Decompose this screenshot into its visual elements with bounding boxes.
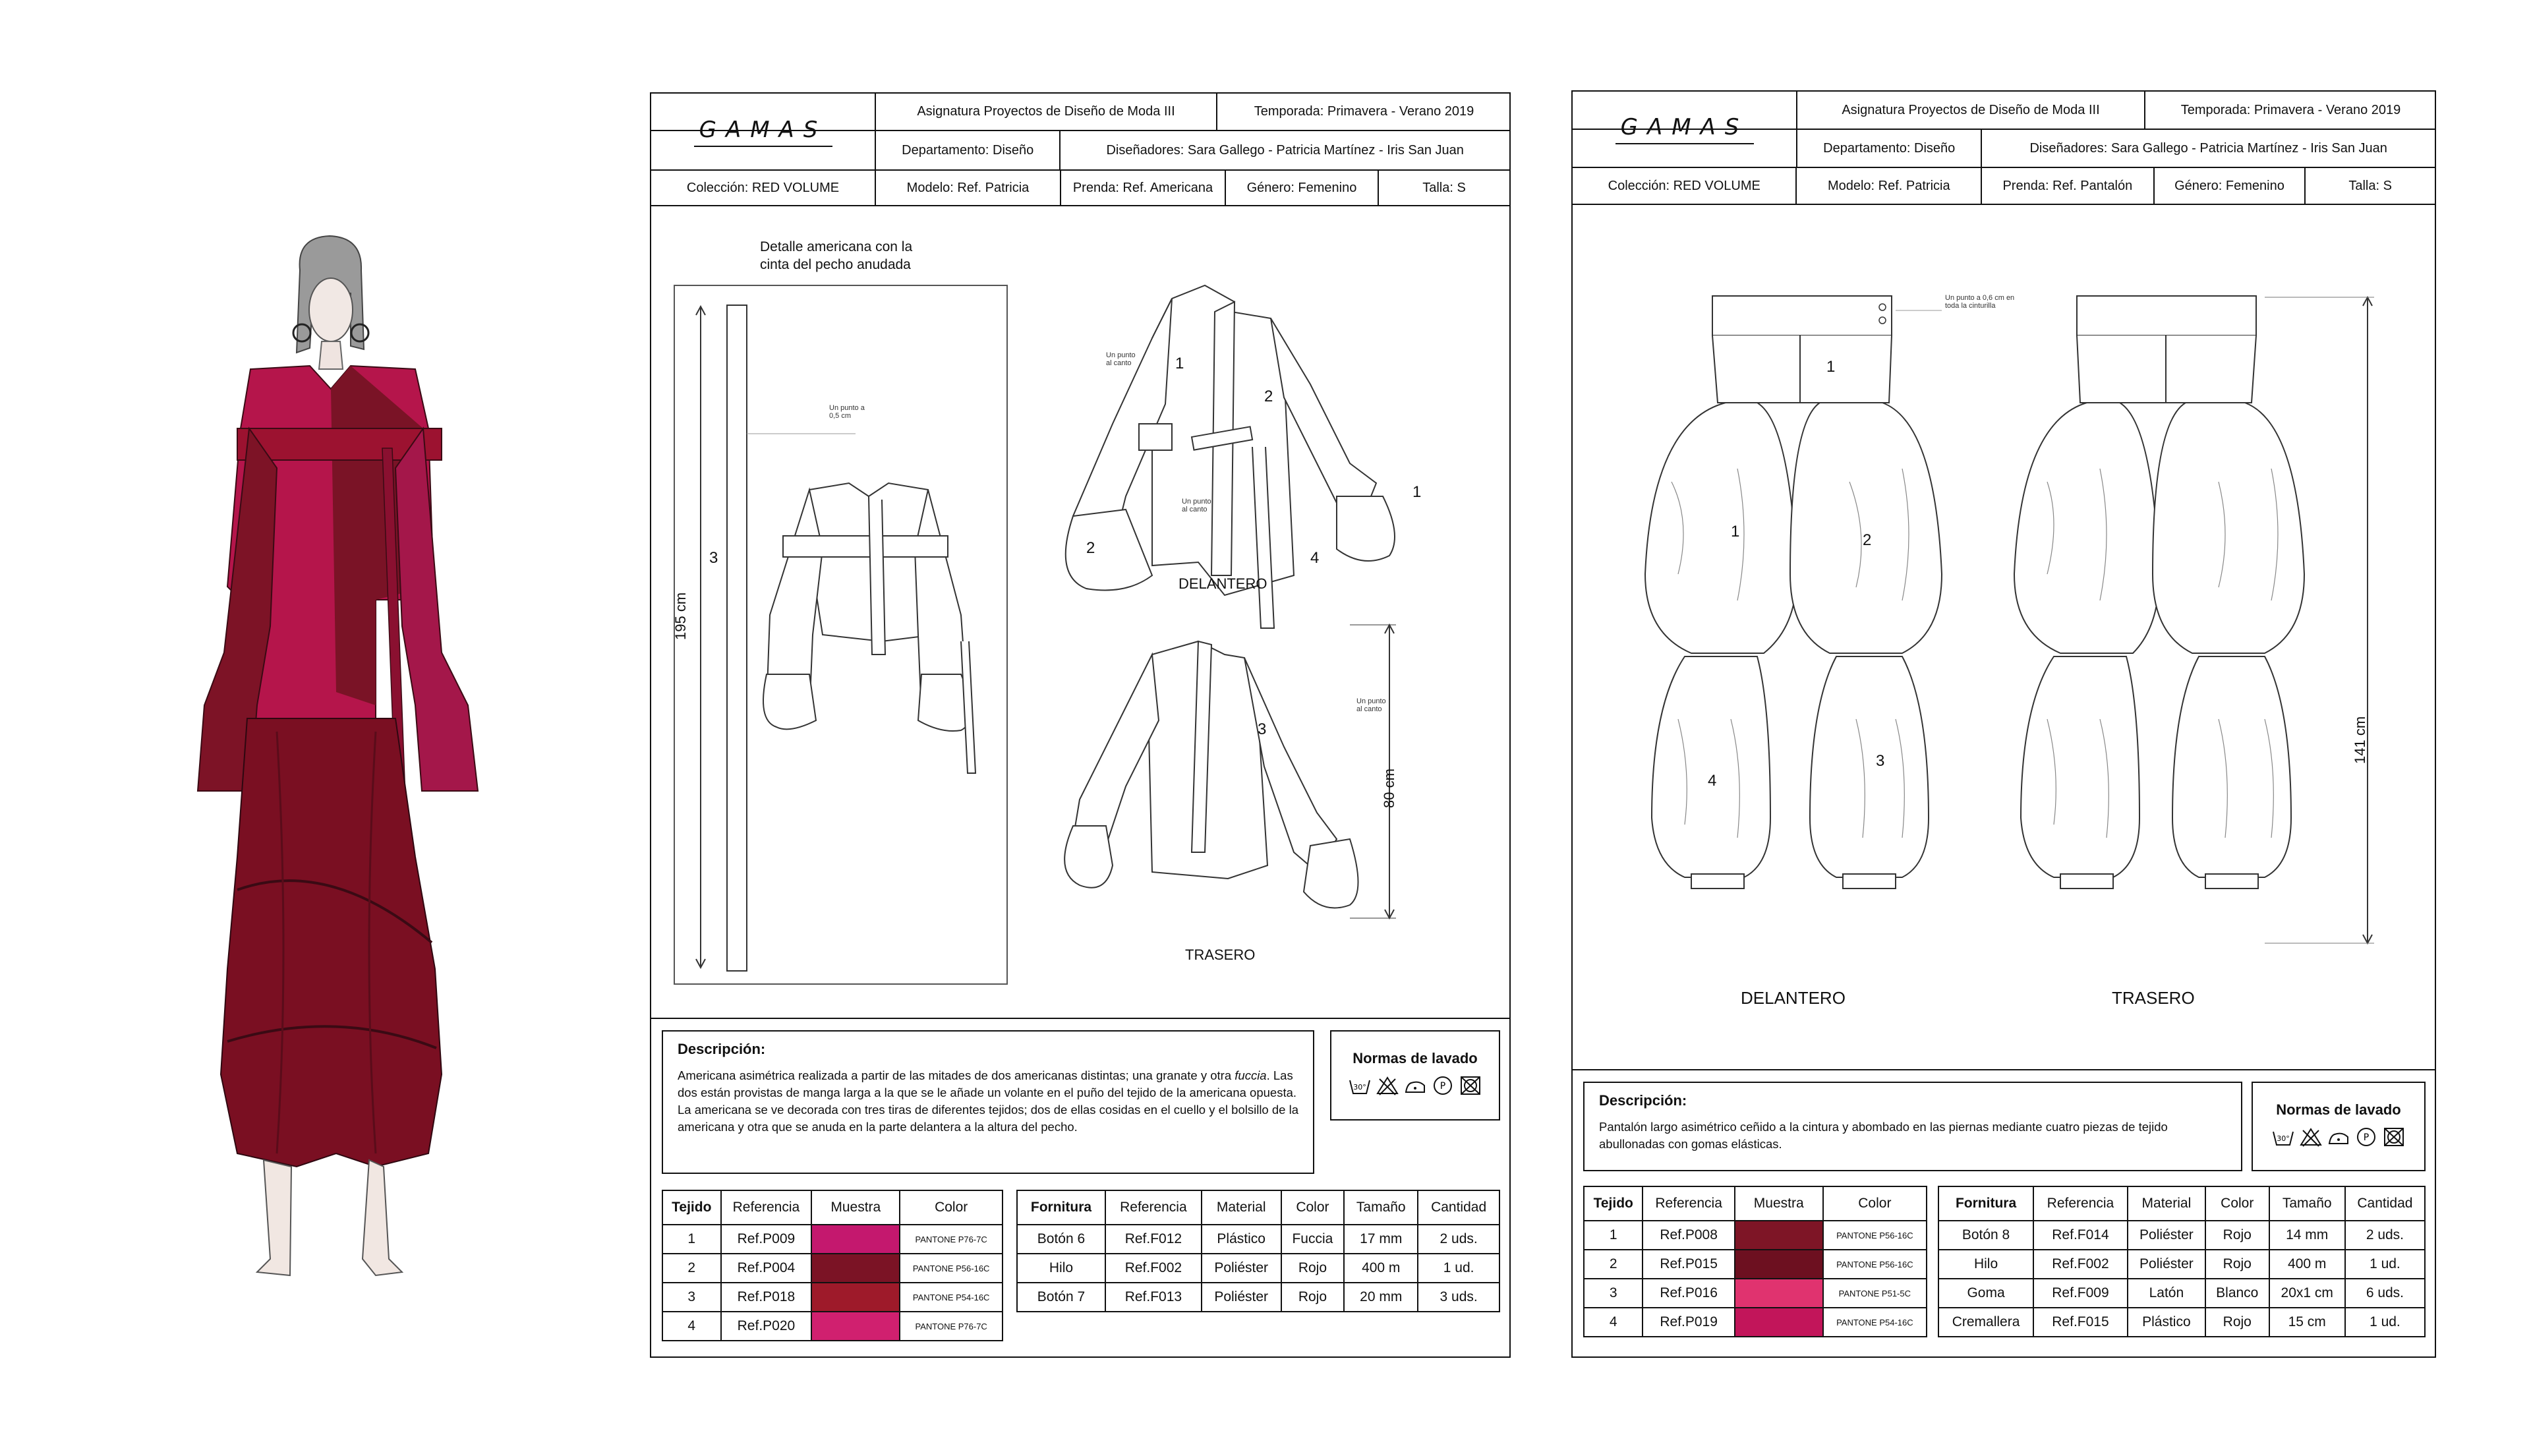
no-bleach-icon [2299,1126,2323,1148]
fabric-header-tejido: Tejido [1584,1186,1643,1221]
collection-cell: Colección: RED VOLUME [651,171,876,205]
wash-care-title: Normas de lavado [2276,1101,2401,1118]
piece-number-1-front: 1 [1175,355,1184,372]
table-row: 1 Ref.P009 PANTONE P76-7C [662,1225,1003,1254]
stitch-note-c: Un punto al canto [1182,498,1211,513]
description-text: Pantalón largo asimétrico ceñido a la cintura y abombado en las piernas mediante cuatro piezas de tejido abullonadas con gomas elásticas. [1599,1120,2168,1151]
season-cell: Temporada: Primavera - Verano 2019 [1254,104,1474,119]
piece-number-2-cuff: 2 [1086,539,1095,557]
trims-header-material: Material [1202,1190,1281,1225]
description-title: Descripción: [678,1041,766,1057]
no-tumble-dry-icon [2382,1126,2406,1148]
waistband-stitch-note: Un punto a 0,6 cm en toda la cinturilla [1945,294,2015,310]
trims-header-referencia: Referencia [1105,1190,1202,1225]
trims-header-cantidad: Cantidad [2345,1186,2425,1221]
header-row-3 [1573,168,2435,205]
piece-number-4-front: 4 [1310,549,1320,567]
piece-number-3-detail: 3 [709,549,718,567]
iron-icon [2327,1126,2350,1148]
trims-table [1016,1190,1500,1312]
fabric-header-color: Color [1823,1186,1927,1221]
size-cell: Talla: S [2348,178,2392,193]
stitch-note-b: Un punto al canto [1106,351,1136,367]
wash-care-box [1330,1030,1500,1121]
trims-table [1938,1186,2426,1337]
description-text: Americana asimétrica realizada a partir de las mitades de dos americanas distintas; una granate y otra fuccia. Las dos están provistas de manga larga a la que se le añade un volante en el puño del tejido de la americana opuesta. La americana se ve decorada con tres tiras de diferentes tejidos; dos de ellas cosidas en el cuello y el bolsillo de la americana y otra que se anuda en la parte delantera a la altura del pecho. [678,1068,1298,1134]
table-row: 3 Ref.P018 PANTONE P54-16C [662,1283,1003,1312]
designers-cell: Diseñadores: Sara Gallego - Patricia Martínez - Iris San Juan [2029,140,2387,156]
jacket-flats [651,206,1509,1019]
length-195-label: 195 cm [672,592,689,640]
fabric-table [1583,1186,1927,1337]
trims-header-tamano: Tamaño [1344,1190,1418,1225]
table-row: Goma Ref.F009 Latón Blanco 20x1 cm 6 uds. [1938,1279,2425,1308]
table-row: Cremallera Ref.F015 Plástico Rojo 15 cm 1 ud. [1938,1308,2425,1337]
table-row: 2 Ref.P015 PANTONE P56-16C [1584,1250,1927,1279]
trims-header-fornitura: Fornitura [1017,1190,1105,1225]
fabric-header-muestra: Muestra [811,1190,900,1225]
department-cell: Departamento: Diseño [1797,130,1982,167]
header-row-1 [651,94,1509,143]
wash-care-title: Normas de lavado [1353,1050,1478,1066]
length-80-label: 80 cm [1381,769,1397,808]
figure-face [309,278,353,341]
wash-30-icon [2271,1126,2295,1148]
stitch-note-a: Un punto a 0,5 cm [829,404,865,420]
fabric-table [662,1190,1003,1341]
size-cell: Talla: S [1422,180,1466,195]
brand-logo: GAMAS [651,94,876,171]
table-row: 2 Ref.P004 PANTONE P56-16C [662,1254,1003,1283]
back-view-label: TRASERO [1185,946,1256,963]
subject-cell: Asignatura Proyectos de Diseño de Moda III [1797,92,2145,129]
trims-header-fornitura: Fornitura [1938,1186,2033,1221]
svg-text:P: P [2363,1132,2370,1143]
stitch-note-d: Un punto al canto [1356,697,1386,713]
dry-clean-p-icon [2354,1126,2378,1148]
back-view-label: TRASERO [2112,988,2195,1008]
garment-cell: Prenda: Ref. Pantalón [1982,168,2155,204]
wash-care-box [2252,1082,2426,1171]
gender-cell: Género: Femenino [2155,168,2306,204]
no-tumble-dry-icon [1459,1075,1482,1096]
header-row-1 [1573,92,2435,140]
trims-header-material: Material [2128,1186,2205,1221]
figure-legs [257,1160,402,1275]
header-row-3 [651,171,1509,206]
header-row-2 [876,131,1509,171]
piece-number-2-front: 2 [1264,388,1273,405]
fabric-header-color: Color [900,1190,1003,1225]
collection-cell: Colección: RED VOLUME [1573,168,1797,204]
length-141-label: 141 cm [2352,716,2368,764]
wash-30-icon [1348,1075,1372,1096]
piece-number-1-waist: 1 [1826,358,1836,376]
piece-number-1-front: 1 [1731,523,1740,540]
table-row: Hilo Ref.F002 Poliéster Rojo 400 m 1 ud. [1017,1254,1499,1283]
front-view-label: DELANTERO [1741,988,1846,1008]
piece-number-3-back: 3 [1258,720,1267,738]
description-box [1583,1082,2242,1171]
table-row: 3 Ref.P016 PANTONE P51-5C [1584,1279,1927,1308]
technical-drawing-area [1573,205,2435,1070]
fabric-swatch [1735,1250,1823,1279]
figure-trousers [221,718,442,1167]
fabric-header-tejido: Tejido [662,1190,721,1225]
trousers-flats [1573,205,2435,1070]
fabric-swatch [1735,1221,1823,1250]
svg-text:30°: 30° [1353,1083,1366,1092]
table-row: Hilo Ref.F002 Poliéster Rojo 400 m 1 ud. [1938,1250,2425,1279]
table-row: 4 Ref.P020 PANTONE P76-7C [662,1312,1003,1341]
table-row: Botón 7 Ref.F013 Poliéster Rojo 20 mm 3 uds. [1017,1283,1499,1312]
table-row: Botón 6 Ref.F012 Plástico Fuccia 17 mm 2 uds. [1017,1225,1499,1254]
trims-header-tamano: Tamaño [2269,1186,2345,1221]
detail-title: Detalle americana con la cinta del pecho anudada [760,239,913,272]
header-row-2 [1797,130,2435,168]
fabric-header-referencia: Referencia [1643,1186,1734,1221]
tech-sheet-jacket [650,92,1511,1358]
gender-cell: Género: Femenino [1226,171,1379,205]
trims-header-color: Color [2205,1186,2269,1221]
piece-number-4-front: 4 [1708,772,1717,790]
season-cell: Temporada: Primavera - Verano 2019 [2180,102,2401,117]
subject-cell: Asignatura Proyectos de Diseño de Moda III [876,94,1217,130]
description-title: Descripción: [1599,1092,1687,1109]
fabric-swatch [811,1254,900,1283]
description-box [662,1030,1314,1174]
svg-text:30°: 30° [2277,1134,2290,1143]
fabric-swatch [811,1283,900,1312]
fabric-header-referencia: Referencia [721,1190,812,1225]
piece-number-2-front: 2 [1863,531,1872,549]
technical-drawing-area [651,206,1509,1019]
front-view-label: DELANTERO [1178,575,1267,592]
no-bleach-icon [1376,1075,1399,1096]
model-cell: Modelo: Ref. Patricia [1797,168,1982,204]
piece-number-1-cuff: 1 [1412,483,1422,501]
department-cell: Departamento: Diseño [876,131,1061,169]
table-row: 4 Ref.P019 PANTONE P54-16C [1584,1308,1927,1337]
trims-header-color: Color [1281,1190,1345,1225]
trims-header-cantidad: Cantidad [1418,1190,1499,1225]
table-row: 1 Ref.P008 PANTONE P56-16C [1584,1221,1927,1250]
designers-cell: Diseñadores: Sara Gallego - Patricia Martínez - Iris San Juan [1106,142,1464,158]
svg-text:P: P [1440,1081,1446,1092]
model-cell: Modelo: Ref. Patricia [876,171,1061,205]
tech-sheet-trousers [1571,90,2436,1358]
fabric-swatch [811,1225,900,1254]
iron-icon [1403,1075,1427,1096]
dry-clean-p-icon [1431,1075,1455,1096]
figure-right-sleeve [395,428,478,791]
trims-header-referencia: Referencia [2033,1186,2128,1221]
fabric-swatch [1735,1279,1823,1308]
garment-cell: Prenda: Ref. Americana [1061,171,1226,205]
piece-number-3-front: 3 [1876,752,1885,770]
fabric-swatch [1735,1308,1823,1337]
fabric-swatch [811,1312,900,1341]
table-row: Botón 8 Ref.F014 Poliéster Rojo 14 mm 2 uds. [1938,1221,2425,1250]
fashion-illustration [178,231,494,1285]
fabric-header-muestra: Muestra [1735,1186,1823,1221]
brand-logo: GAMAS [1573,92,1797,168]
